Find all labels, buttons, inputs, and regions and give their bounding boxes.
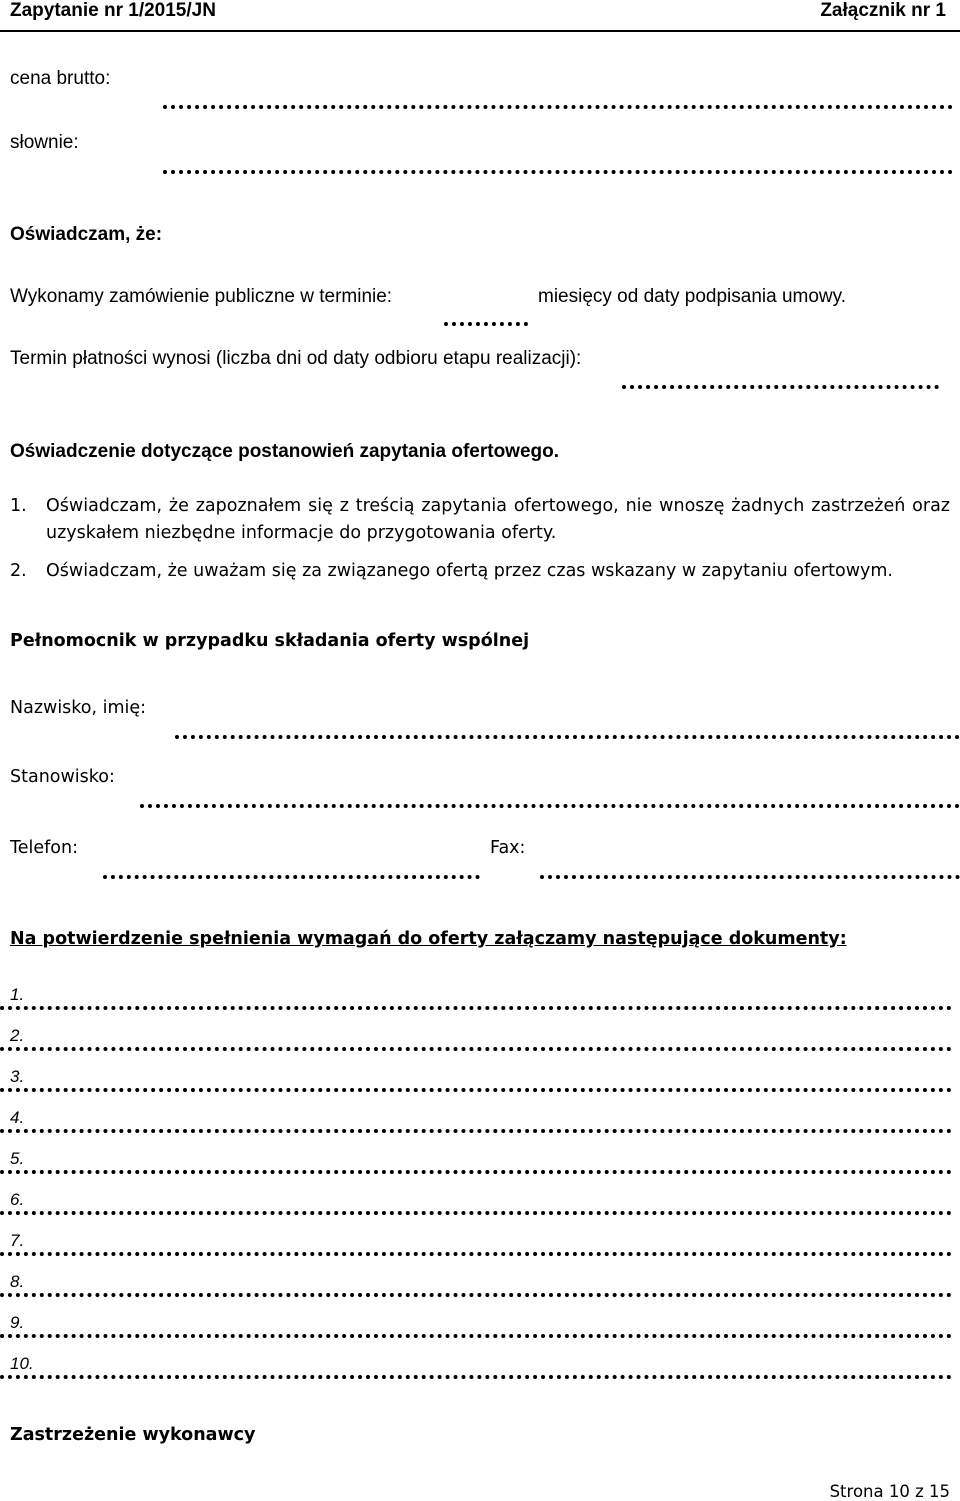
- document-item-number: 3.: [10, 1067, 25, 1086]
- document-item-number: 7.: [10, 1231, 25, 1250]
- term-label: Wykonamy zamówienie publiczne w terminie:: [10, 286, 393, 307]
- document-item-field[interactable]: [0, 1170, 952, 1174]
- document-item-number: 5.: [10, 1149, 25, 1168]
- price-words-field[interactable]: [163, 170, 953, 174]
- position-field[interactable]: [140, 804, 960, 808]
- provision-text-continued: uzyskałem niezbędne informacje do przygotowania oferty.: [46, 523, 557, 543]
- header-divider: [0, 30, 960, 32]
- document-item-number: 2.: [10, 1026, 25, 1045]
- fax-field[interactable]: [540, 875, 960, 879]
- term-field[interactable]: [444, 322, 528, 326]
- document-item-field[interactable]: [0, 1375, 952, 1379]
- document-item-number: 9.: [10, 1313, 25, 1332]
- document-item-field[interactable]: [0, 1088, 952, 1092]
- document-item-field[interactable]: [0, 1129, 952, 1133]
- document-item-field[interactable]: [0, 1293, 952, 1297]
- gross-price-label: cena brutto:: [10, 68, 111, 89]
- document-item-number: 6.: [10, 1190, 25, 1209]
- document-item-field[interactable]: [0, 1252, 952, 1256]
- representative-heading: Pełnomocnik w przypadku składania oferty wspólnej: [10, 631, 530, 651]
- document-item-number: 8.: [10, 1272, 25, 1291]
- provision-number: 1.: [10, 496, 27, 516]
- gross-price-field[interactable]: [163, 105, 953, 109]
- provision-text: Oświadczam, że zapoznałem się z treścią zapytania ofertowego, nie wnoszę żadnych zastrzeżeń oraz: [46, 496, 950, 516]
- document-item-field[interactable]: [0, 1334, 952, 1338]
- provision-text: Oświadczam, że uważam się za związanego ofertą przez czas wskazany w zapytaniu ofertowym.: [46, 561, 893, 581]
- name-field[interactable]: [175, 735, 960, 739]
- name-label: Nazwisko, imię:: [10, 698, 147, 718]
- document-item-number: 1.: [10, 985, 25, 1004]
- provision-number: 2.: [10, 561, 27, 581]
- payment-term-label: Termin płatności wynosi (liczba dni od daty odbioru etapu realizacji):: [10, 348, 582, 369]
- phone-label: Telefon:: [10, 838, 78, 858]
- document-reference: Zapytanie nr 1/2015/JN: [10, 0, 216, 21]
- term-suffix: miesięcy od daty podpisania umowy.: [538, 286, 847, 307]
- page-number: Strona 10 z 15: [829, 1482, 950, 1501]
- price-words-label: słownie:: [10, 132, 79, 153]
- document-item-field[interactable]: [0, 1006, 952, 1010]
- document-item-field[interactable]: [0, 1211, 952, 1215]
- position-label: Stanowisko:: [10, 767, 115, 787]
- documents-heading: Na potwierdzenie spełnienia wymagań do oferty załączamy następujące dokumenty:: [10, 929, 847, 949]
- document-item-field[interactable]: [0, 1047, 952, 1051]
- phone-field[interactable]: [103, 875, 480, 879]
- provisions-heading: Oświadczenie dotyczące postanowień zapytania ofertowego.: [10, 441, 560, 462]
- document-item-number: 4.: [10, 1108, 25, 1127]
- payment-term-field[interactable]: [622, 385, 939, 389]
- declaration-heading: Oświadczam, że:: [10, 224, 163, 245]
- fax-label: Fax:: [490, 838, 526, 858]
- attachment-label: Załącznik nr 1: [820, 0, 946, 21]
- reservation-heading: Zastrzeżenie wykonawcy: [10, 1425, 256, 1445]
- document-item-number: 10.: [10, 1354, 34, 1373]
